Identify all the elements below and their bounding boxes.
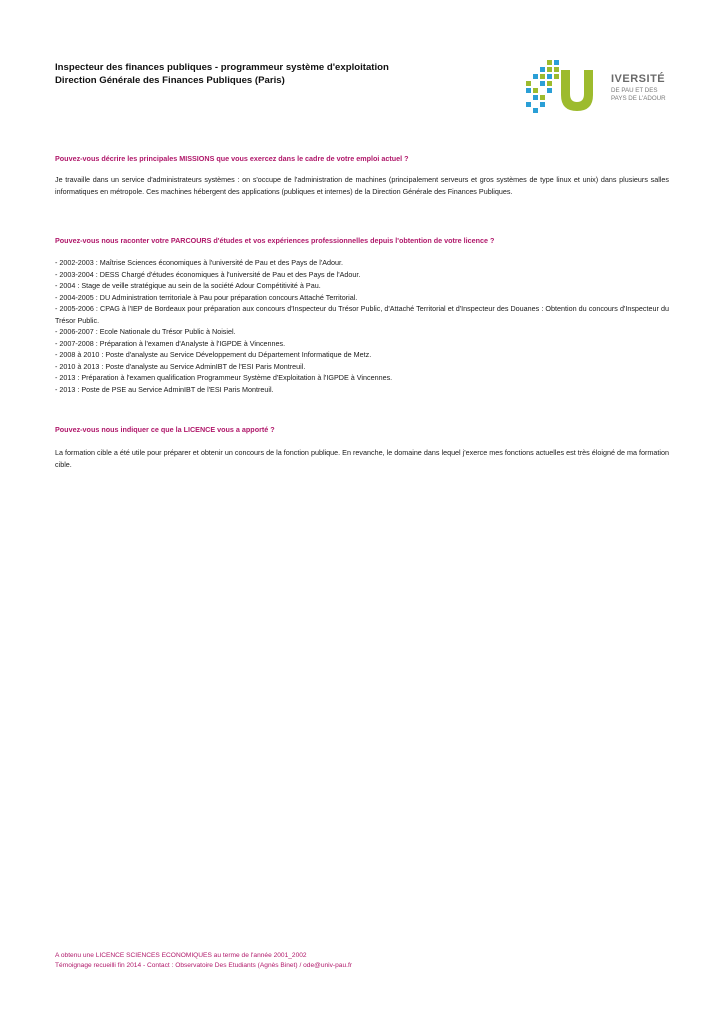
list-item: - 2008 à 2010 : Poste d'analyste au Service Développement du Département Informatique de Metz. xyxy=(55,350,372,359)
list-item: - 2013 : Poste de PSE au Service AdminIBT de l'ESI Paris Montreuil. xyxy=(55,384,274,394)
university-logo-mark xyxy=(523,58,613,114)
question-licence: Pouvez-vous nous indiquer ce que la LICENCE vous a apporté ? xyxy=(55,425,275,434)
list-item: - 2006-2007 : Ecole Nationale du Trésor Public à Noisiel. xyxy=(55,327,236,336)
parcours-list xyxy=(55,257,669,395)
list-item: - 2003-2004 : DESS Chargé d'études économiques à l'université de Pau et des Pays de l'Adour. xyxy=(55,269,361,279)
logo-subtitle-1: DE PAU ET DES xyxy=(611,87,658,94)
footer-contact: Témoignage recueilli fin 2014 - Contact : Observatoire Des Etudiants (Agnès Binet) / ode@univ-pau.fr xyxy=(55,962,352,969)
logo-u-shape xyxy=(561,70,593,111)
answer-licence: La formation cible a été utile pour préparer et obtenir un concours de la fonction publique. En revanche, le domaine dans lequel j'exerce mes fonctions actuelles est très éloigné de ma formation cible. xyxy=(55,448,669,469)
question-parcours: Pouvez-vous nous raconter votre PARCOURS d'études et vos expériences professionnelles depuis l'obtention de votre licence ? xyxy=(55,236,495,245)
pixel-squares xyxy=(526,60,559,113)
list-item: - 2013 : Préparation à l'examen qualification Programmeur Système d'Exploitation à l'IGPDE à Vincennes. xyxy=(55,373,393,382)
footer-degree: A obtenu une LICENCE SCIENCES ECONOMIQUES au terme de l'année 2001_2002 xyxy=(55,952,307,959)
list-item: - 2007-2008 : Préparation à l'examen d'Analyste à l'IGPDE à Vincennes. xyxy=(55,338,286,348)
list-item: - 2004 : Stage de veille stratégique au sein de la société Adour Compétitivité à Pau. xyxy=(55,281,321,290)
list-item: - 2002-2003 : Maîtrise Sciences économiques à l'université de Pau et des Pays de l'Adour. xyxy=(55,258,344,267)
logo-wordmark: IVERSITÉ xyxy=(611,73,666,85)
answer-missions: Je travaille dans un service d'administrateurs systèmes : on s'occupe de l'administration de machines (principalement serveurs et gros systèmes de type linux et unix) dans plusieurs salles informatiques en métropole. Ces machines hébergent des applications (publiques et internes) de la Direction Générale des Finances Publiques. xyxy=(55,175,669,196)
university-logo xyxy=(523,58,673,114)
list-item: - 2005-2006 : CPAG à l'IEP de Bordeaux pour préparation aux concours d'Inspecteur du Trésor Public, d'Attaché Territorial et d'Inspecteur des Douanes : Obtention du concours d'Inspecteur du Trésor Public. xyxy=(55,304,669,325)
list-item: - 2004-2005 : DU Administration territoriale à Pau pour préparation concours Attaché Territorial. xyxy=(55,292,358,302)
document-header xyxy=(55,61,475,87)
employer: Direction Générale des Finances Publiques (Paris) xyxy=(55,75,285,86)
logo-subtitle-2: PAYS DE L'ADOUR xyxy=(611,95,666,102)
job-title: Inspecteur des finances publiques - programmeur système d'exploitation xyxy=(55,62,389,73)
list-item: - 2010 à 2013 : Poste d'analyste au Service AdminIBT de l'ESI Paris Montreuil. xyxy=(55,361,306,371)
question-missions: Pouvez-vous décrire les principales MISSIONS que vous exercez dans le cadre de votre emploi actuel ? xyxy=(55,154,409,163)
document-footer xyxy=(55,951,352,971)
